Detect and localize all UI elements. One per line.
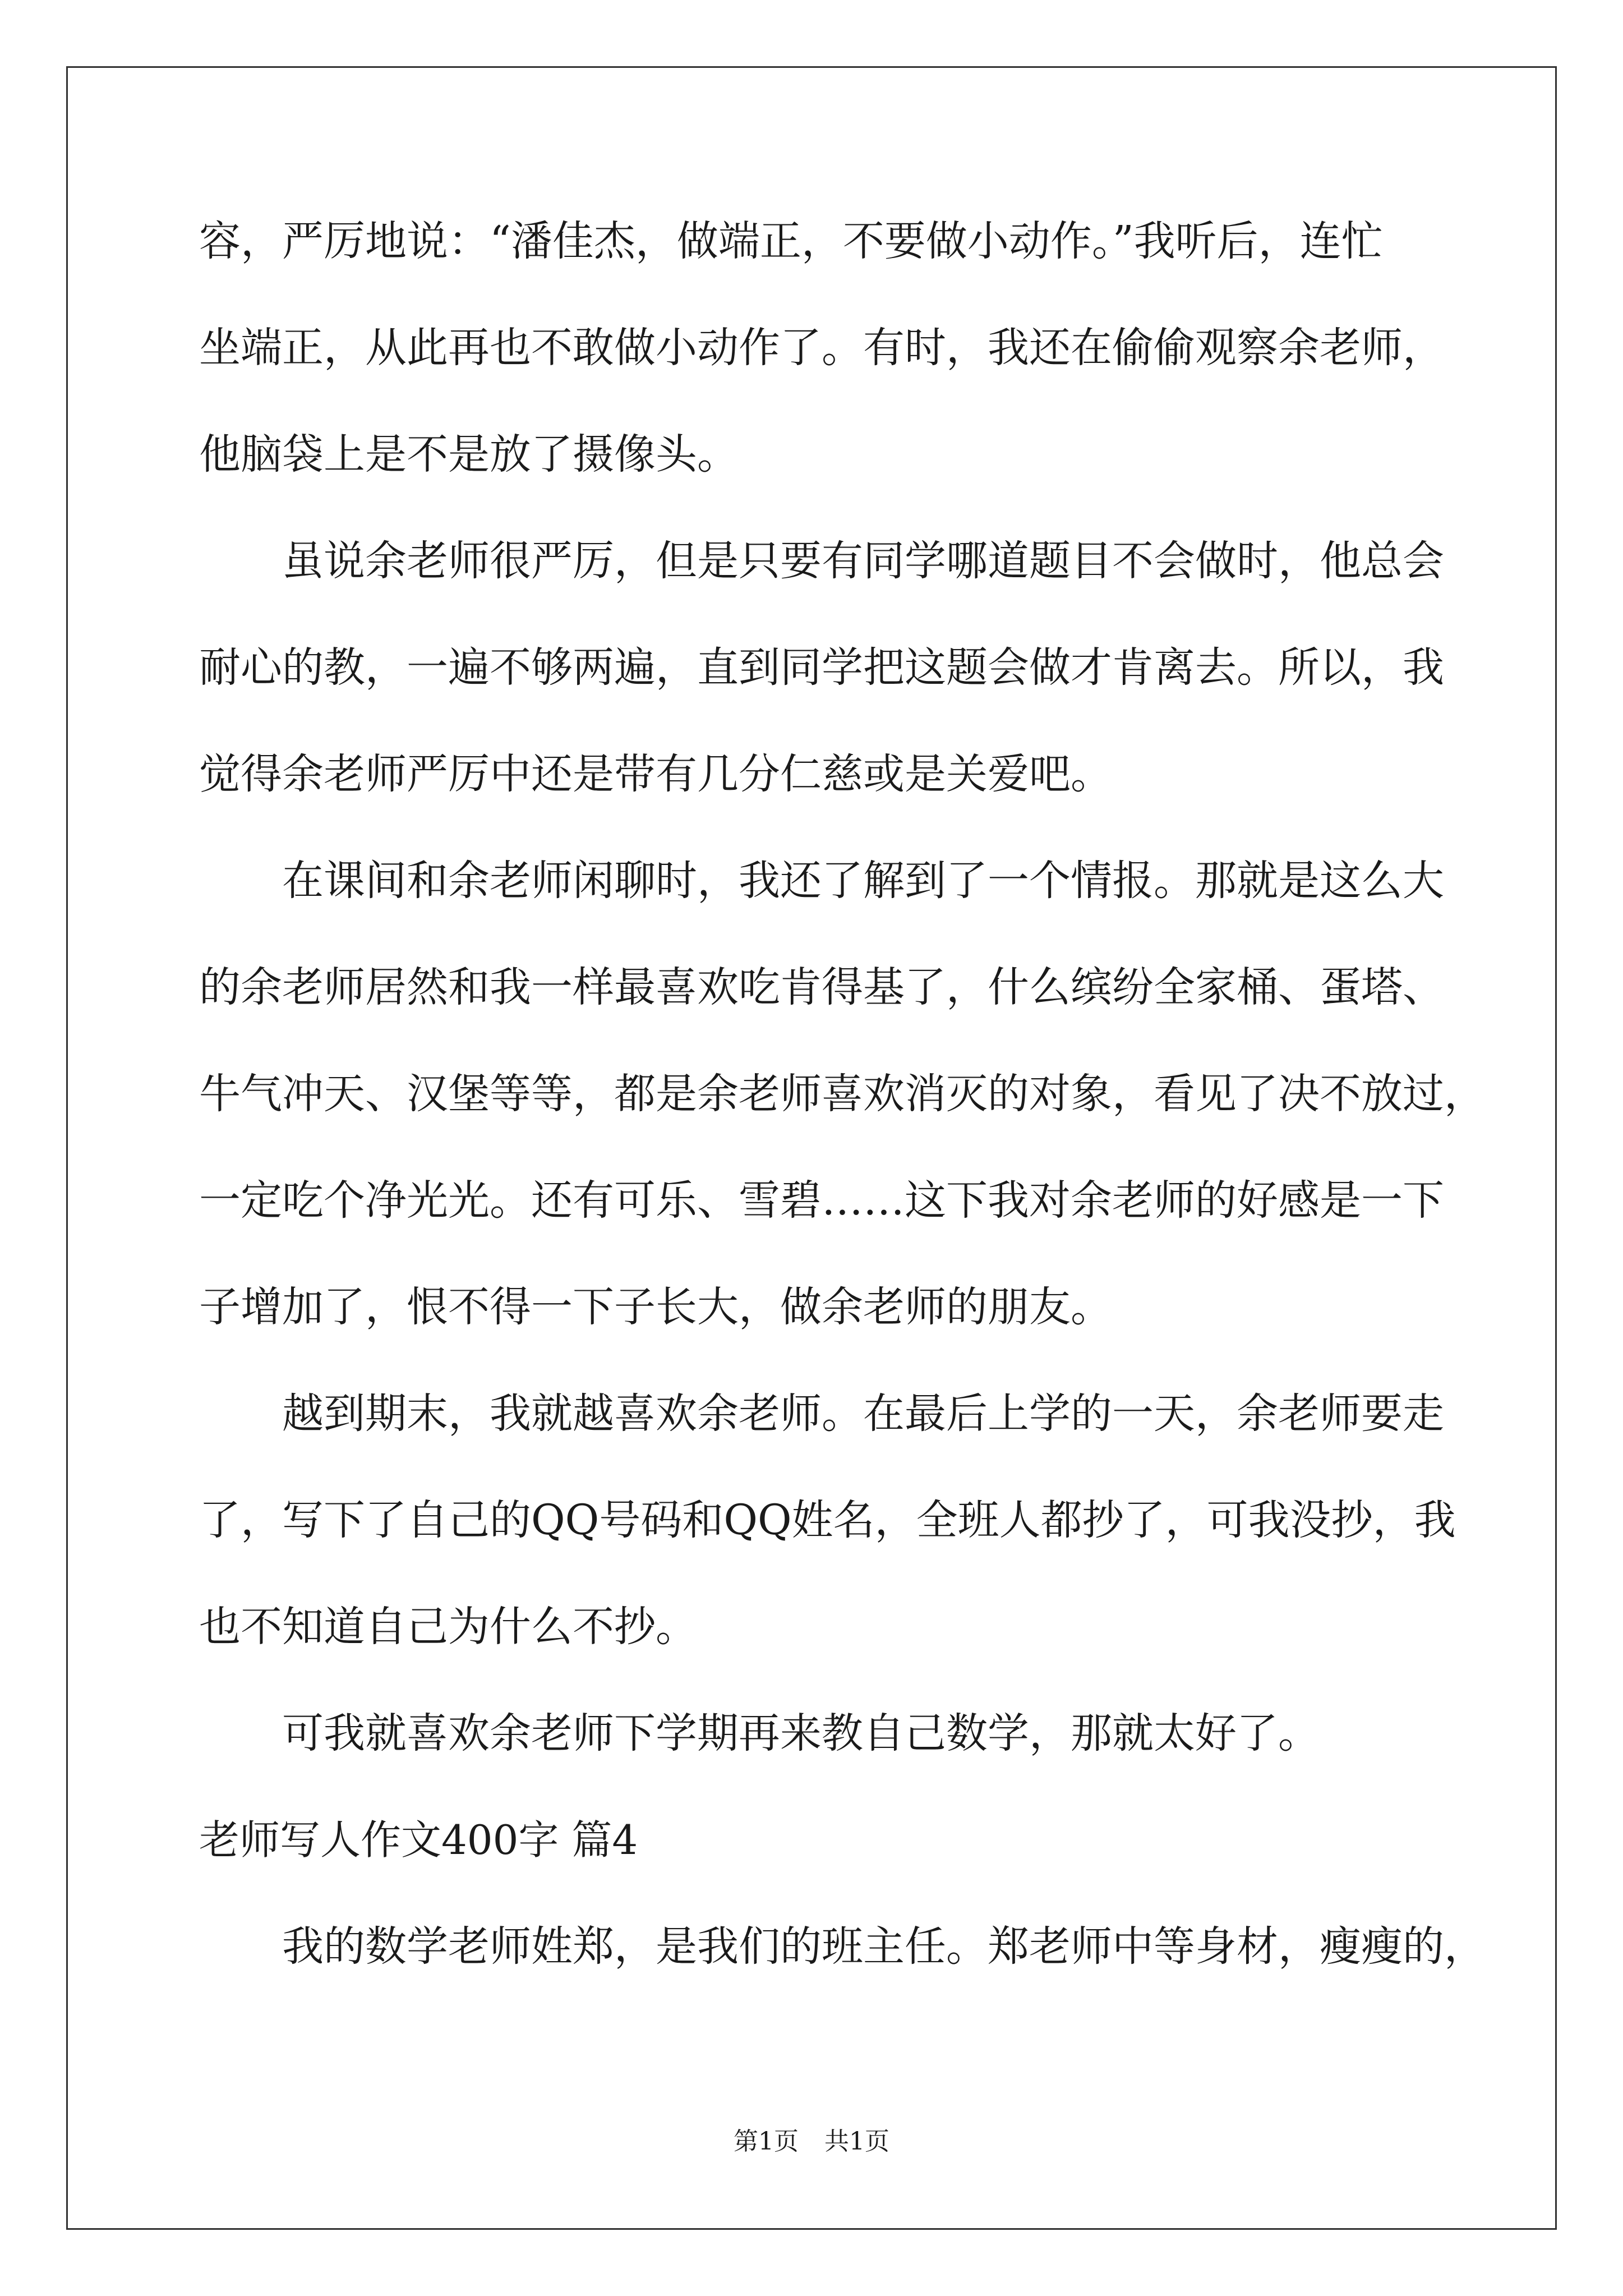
text-line: 耐心的教，一遍不够两遍，直到同学把这题会做才肯离去。所以，我 — [199, 643, 1444, 692]
paragraph-start-line: 我的数学老师姓郑，是我们的班主任。郑老师中等身材，瘦瘦的， — [282, 1922, 1486, 1971]
text-line: 的余老师居然和我一样最喜欢吃肯得基了，什么缤纷全家桶、蛋塔、 — [199, 963, 1444, 1011]
paragraph-start-line: 虽说余老师很严厉，但是只要有同学哪道题目不会做时，他总会 — [282, 537, 1444, 585]
text-line: 容，严厉地说：“潘佳杰，做端正，不要做小动作。”我听后，连忙 — [199, 217, 1383, 265]
page-border — [66, 66, 1557, 2230]
text-line: 了，写下了自己的QQ号码和QQ姓名，全班人都抄了，可我没抄，我 — [199, 1496, 1456, 1544]
text-line: 坐端正，从此再也不敢做小动作了。有时，我还在偷偷观察余老师， — [199, 324, 1444, 372]
text-line: 子增加了，恨不得一下子长大，做余老师的朋友。 — [199, 1283, 1112, 1331]
text-line: 觉得余老师严厉中还是带有几分仁慈或是关爱吧。 — [199, 750, 1112, 798]
paragraph-start-line: 可我就喜欢余老师下学期再来教自己数学，那就太好了。 — [282, 1709, 1320, 1757]
text-line: 牛气冲天、汉堡等等，都是余老师喜欢消灭的对象，看见了决不放过， — [199, 1070, 1486, 1118]
page-total: 共1页 — [824, 2127, 889, 2156]
page-number: 第1页 — [734, 2127, 799, 2156]
page-footer — [0, 2125, 1623, 2159]
section-heading: 老师写人作文400字 篇4 — [199, 1816, 638, 1864]
text-line: 一定吃个净光光。还有可乐、雪碧……这下我对余老师的好感是一下 — [199, 1176, 1444, 1225]
text-line: 也不知道自己为什么不抄。 — [199, 1603, 697, 1651]
paragraph-start-line: 在课间和余老师闲聊时，我还了解到了一个情报。那就是这么大 — [282, 857, 1444, 905]
text-line: 他脑袋上是不是放了摄像头。 — [199, 430, 739, 478]
paragraph-start-line: 越到期末，我就越喜欢余老师。在最后上学的一天，余老师要走 — [282, 1389, 1444, 1438]
